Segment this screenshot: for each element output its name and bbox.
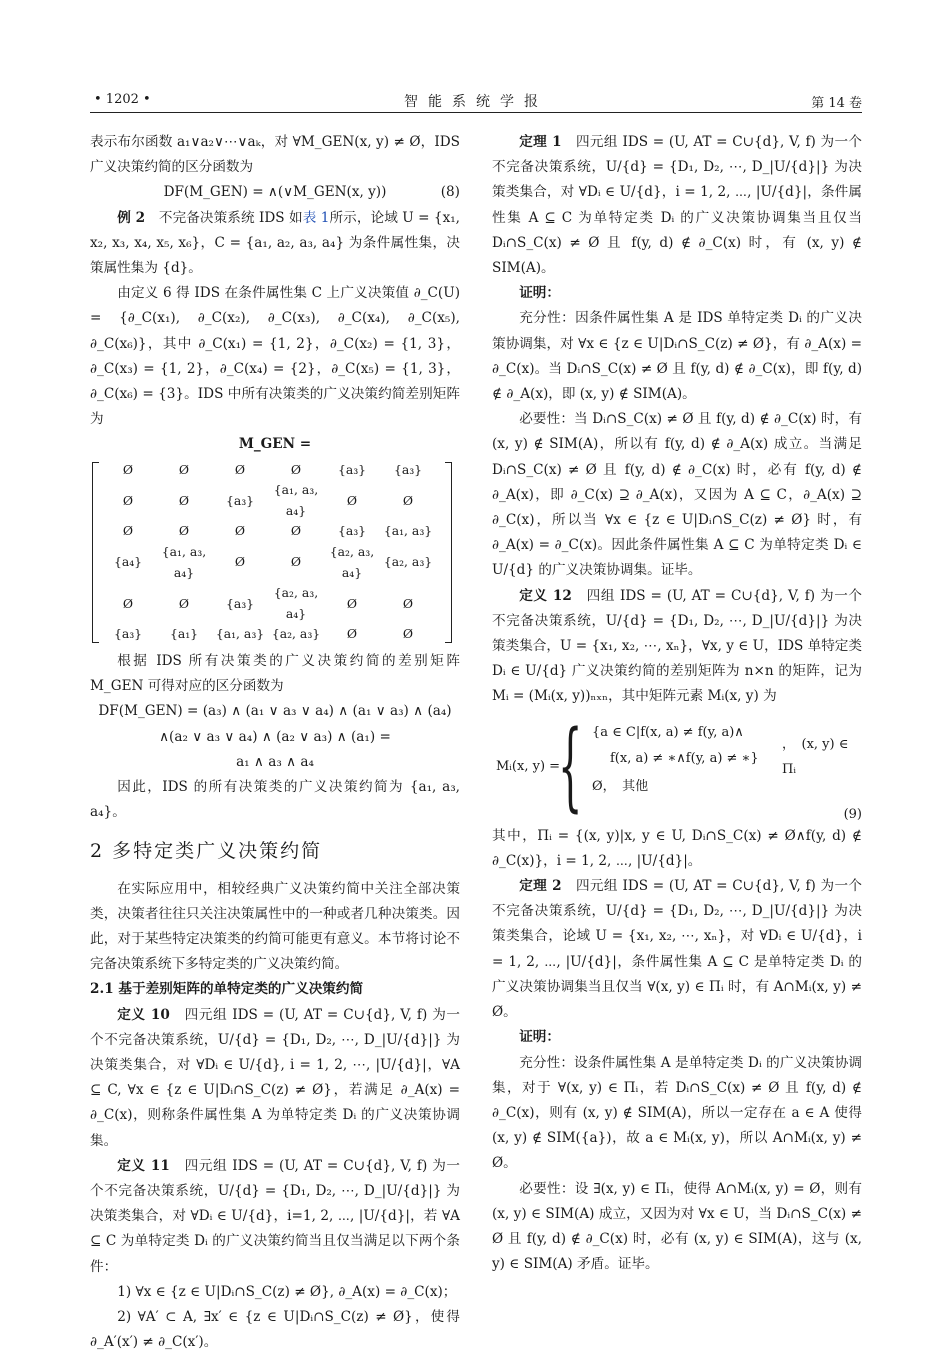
theorem-1 [492, 130, 862, 281]
page-header [90, 88, 862, 113]
definition-text: 四元组 IDS = (U, AT = C∪{d}, V, f) 为一个不完备决策系统，U/{d} = {D₁, D₂, ⋯, D_|U/{d}|} 为决策类集合，对 ∀Dᵢ ∈ U/{d}，i=1, 2, ⋯, |U/{d}|，若 ∀A ⊆ C 为单特定类 Dᵢ 的广义决策约简当且仅当满足以下两个条件： [90, 1157, 460, 1275]
subsection-heading: 2.1 基于差别矩阵的单特定类的广义决策约简 [90, 981, 364, 998]
condition-1: 1) ∀x ∈ {z ∈ U|Dᵢ∩S_C(z) ≠ Ø}, ∂_A(x) = ∂_C(x)； [117, 1283, 457, 1300]
definition-label: 定义 12 [519, 587, 572, 604]
matrix-label: M_GEN = [238, 436, 312, 453]
definition-label: 定义 10 [117, 1006, 170, 1023]
definition-12 [492, 584, 862, 710]
matrix-title [90, 432, 460, 457]
definition-11 [90, 1154, 460, 1280]
matrix-cell: Ø [290, 461, 302, 477]
matrix-cell: {a₃} [113, 626, 143, 642]
matrix-cell: {a₂, a₃} [383, 554, 433, 570]
example-text-cont: 所示，论域 U = {x₁, x₂, x₃, x₄, x₅, x₆}，C = {a₁, a₂, a₃, a₄} 为条件属性集，决策属性集为 {d}。 [90, 209, 461, 277]
matrix-cell: Ø [402, 626, 414, 642]
matrix-cell: {a₃} [337, 523, 367, 539]
theorem-2 [492, 874, 862, 1025]
equation-line: DF(M_GEN) = (a₃) ∧ (a₁ ∨ a₃ ∨ a₄) ∧ (a₁ ∨ a₃) ∧ (a₄) [98, 703, 452, 720]
matrix-row [100, 583, 436, 624]
proof-label [492, 281, 862, 306]
matrix-row [100, 624, 436, 645]
theorem-text: 四元组 IDS = (U, AT = C∪{d}, V, f) 为一个不完备决策系统，U/{d} = {D₁, D₂, ⋯, D_|U/{d}|} 为决策类集合，论域 U = {x₁, x₂, ⋯, xₙ}，对 ∀Dᵢ ∈ U/{d}，i = 1, 2, ⋯, |U/{d}|，条件属性集 A ⊆ C 是单特定类 Dᵢ 的广义决策协调集当且仅当 ∀(x, y) ∈ Πᵢ 时，有 A∩Mᵢ(x, y) ≠ Ø。 [492, 878, 862, 1021]
matrix-cell: Ø [178, 492, 190, 508]
matrix-cell: Ø [234, 554, 246, 570]
paragraph: 其中，Πᵢ = {(x, y)|x, y ∈ U, Dᵢ∩S_C(x) ≠ Ø∧f(y, d) ∉ ∂_C(x)}，i = 1, 2, ⋯, |U/{d}|。 [492, 827, 862, 869]
matrix-cell: Ø [346, 595, 358, 611]
matrix-row [100, 542, 436, 583]
paragraph: 必要性：设 ∃(x, y) ∈ Πᵢ，使得 A∩Mᵢ(x, y) = Ø，则有 (x, y) ∈ SIM(A) 成立，又因为对 ∀x ∈ U，当 Dᵢ∩S_C(x) ≠ Ø 且 f(y, d) ∉ ∂_C(x) 时，必有 (x, y) ∈ SIM(A)，这与 (x, y) ∈ SIM(A) 矛盾。证毕。 [492, 1180, 862, 1273]
case-line: {a ∈ C|f(x, a) ≠ f(y, a)∧ [592, 724, 744, 740]
matrix-cell: Ø [178, 523, 190, 539]
paragraph: 充分性：因条件属性集 A 是 IDS 单特定类 Dᵢ 的广义决策协调集，对 ∀x ∈ {z ∈ U|Dᵢ∩S_C(z) ≠ Ø}，有 ∂_A(x) = ∂_C(x)。当 Dᵢ∩S_C(x) ≠ Ø 且 f(y, d) ∉ ∂_C(x)，即 f(y, d) ∉ ∂_A(x)，即 (x, y) ∉ SIM(A)。 [492, 310, 862, 403]
matrix-cell: Ø [290, 554, 302, 570]
example-2 [90, 206, 460, 282]
equation-number: (8) [440, 184, 460, 201]
matrix-cell: {a₃} [225, 595, 255, 611]
definition-label: 定义 11 [117, 1157, 170, 1174]
table-link[interactable]: 表 1 [302, 209, 330, 226]
matrix-cell: Ø [122, 492, 134, 508]
definition-10 [90, 1003, 460, 1154]
page-number: • 1202 • [94, 92, 151, 107]
journal-title: 智能系统学报 [404, 94, 548, 110]
example-text: 不完备决策系统 IDS 如 [158, 209, 303, 226]
matrix-cell: Ø [346, 492, 358, 508]
volume-label: 第 14 卷 [811, 96, 862, 111]
matrix-cell: {a₁, a₃, a₄} [273, 482, 319, 518]
matrix-cell: {a₂, a₃, a₄} [329, 544, 375, 580]
matrix-cell: Ø [346, 626, 358, 642]
matrix-cell: {a₂, a₃} [271, 626, 321, 642]
paragraph: 根据 IDS 所有决策类的广义决策约简的差别矩阵 M_GEN 可得对应的区分函数为 [90, 652, 460, 695]
paragraph: 因此，IDS 的所有决策类的广义决策约简为 {a₁, a₃, a₄}。 [90, 779, 460, 821]
case-line: Ø， 其他 [592, 778, 649, 794]
matrix-cell: Ø [122, 595, 134, 611]
theorem-text: 四元组 IDS = (U, AT = C∪{d}, V, f) 为一个不完备决策系统，U/{d} = {D₁, D₂, ⋯, D_|U/{d}|} 为决策类集合，对 ∀Dᵢ ∈ U/{d}，i = 1, 2, ⋯, |U/{d}|，条件属性集 A ⊆ C 为单特定类 Dᵢ 的广义决策协调集当且仅当 Dᵢ∩S_C(x) ≠ Ø 且 f(y, d) ∉ ∂_C(x) 时，有 (x, y) ∉ SIM(A)。 [492, 134, 862, 277]
example-label: 例 2 [117, 209, 146, 226]
left-column [90, 130, 460, 1355]
matrix-cell: Ø [402, 492, 414, 508]
proof-heading: 证明： [519, 1029, 560, 1046]
proof-heading: 证明： [519, 285, 560, 302]
matrix-cell: Ø [122, 461, 134, 477]
matrix-cell: {a₃} [337, 461, 367, 477]
paragraph: 充分性：设条件属性集 A 是单特定类 Dᵢ 的广义决策协调集，对于 ∀(x, y) ∈ Πᵢ，若 Dᵢ∩S_C(x) ≠ Ø 且 f(y, d) ∉ ∂_C(x)，则有 (x, y) ∉ SIM(A)，所以一定存在 a ∈ A 使得 (x, y) ∉ SIM({a})，故 a ∈ Mᵢ(x, y)，所以 A∩Mᵢ(x, y) ≠ Ø。 [492, 1054, 862, 1172]
theorem-label: 定理 2 [519, 878, 562, 895]
matrix-cell: Ø [402, 595, 414, 611]
matrix-row [100, 480, 436, 521]
right-bracket [445, 462, 452, 643]
brace: { [558, 709, 583, 822]
matrix-row [100, 460, 436, 481]
matrix-cell: {a₁, a₃} [215, 626, 265, 642]
definition-text: 四元组 IDS = (U, AT = C∪{d}, V, f) 为一个不完备决策系统，U/{d} = {D₁, D₂, ⋯, D_|U/{d}|} 为决策类集合，对 ∀Dᵢ ∈ U/{d}, i = 1, 2, ⋯, |U/{d}|，∀A ⊆ C, ∀x ∈ {z ∈ U|Dᵢ∩S_C(z) ≠ Ø}，若满足 ∂_A(x) = ∂_C(x)，则称条件属性集 A 为单特定类 Dᵢ 的广义决策协调集。 [90, 1006, 460, 1149]
theorem-label: 定理 1 [519, 134, 562, 150]
matrix-cell: Ø [234, 523, 246, 539]
matrix-cell: Ø [178, 461, 190, 477]
matrix-cell: {a₃} [393, 461, 423, 477]
paragraph: 在实际应用中，相较经典广义决策约简中关注全部决策类，决策者往往只关注决策属性中的一种或者几种决策类。因此，对于某些特定决策类的约简可能更有意义。本节将讨论不完备决策系统下多特定类的广义决策约简。 [90, 880, 460, 973]
definition-text: 四组 IDS = (U, AT = C∪{d}, V, f) 为一个不完备决策系统，U/{d} = {D₁, D₂, ⋯, D_|U/{d}|} 为决策类集合，U = {x₁, x₂, ⋯, xₙ}，∀x, y ∈ U，IDS 单特定类 Dᵢ ∈ U/{d} 广义决策约简的差别矩阵为 n×n 的矩阵，记为 Mᵢ = (Mᵢ(x, y))ₙₓₙ，其中矩阵元素 Mᵢ(x, y) 为 [492, 587, 862, 705]
condition-2: 2) ∀A′ ⊂ A, ∃x′ ∈ {z ∈ U|Dᵢ∩S_C(z) ≠ Ø}，使得 ∂_A′(x′) ≠ ∂_C(x′)。 [90, 1309, 460, 1351]
matrix-cell: Ø [234, 461, 246, 477]
equation-text: DF(M_GEN) = ∧(∨M_GEN(x, y)) [163, 184, 387, 201]
paragraph: 表示布尔函数 a₁∨a₂∨⋯∨aₖ，对 ∀M_GEN(x, y) ≠ Ø，IDS 广义决策约简的区分函数为 [90, 134, 460, 176]
left-bracket [92, 462, 99, 643]
matrix-cell: Ø [178, 595, 190, 611]
matrix-cell: {a₁} [169, 626, 199, 642]
matrix-row [100, 521, 436, 542]
matrix-cell: Ø [122, 523, 134, 539]
proof-label [492, 1025, 862, 1050]
paragraph: 由定义 6 得 IDS 在条件属性集 C 上广义决策值 ∂_C(U) = {∂_C(x₁), ∂_C(x₂), ∂_C(x₃), ∂_C(x₄), ∂_C(x₅), ∂_C(x₆)}，其中 ∂_C(x₁) = {1, 2}，∂_C(x₂) = {1, 3}，∂_C(x₃) = {1, 2}，∂_C(x₄) = {2}，∂_C(x₅) = {1, 3}，∂_C(x₆) = {3}。IDS 中所有决策类的广义决策约简差别矩阵为 [90, 285, 460, 428]
case-condition: ， (x, y) ∈ Πᵢ [782, 736, 849, 777]
section-heading: 2 多特定类广义决策约简 [90, 840, 323, 863]
matrix-cell: {a₁, a₃} [383, 523, 433, 539]
right-column [492, 130, 862, 1277]
equation-line: ∧(a₂ ∨ a₃ ∨ a₄) ∧ (a₂ ∨ a₃) ∧ (a₁) = [159, 728, 391, 745]
equation-8 [90, 180, 460, 205]
equation-number: (9) [843, 806, 862, 822]
paragraph: 必要性：当 Dᵢ∩S_C(x) ≠ Ø 且 f(y, d) ∉ ∂_C(x) 时，有 (x, y) ∉ SIM(A)，所以有 f(y, d) ∉ ∂_A(x) 成立。当满足 Dᵢ∩S_C(x) ≠ Ø 且 f(y, d) ∉ ∂_C(x) 时，必有 f(y, d) ∉ ∂_A(x)，即 ∂_C(x) ⊇ ∂_A(x)，又因为 A ⊆ C，∂_A(x) ⊇ ∂_C(x)，所以当 ∀x ∈ {z ∈ U|Dᵢ∩S_C(z) ≠ Ø} 时，有 ∂_A(x) = ∂_C(x)。因此条件属性集 A ⊆ C 为单特定类 Dᵢ ∈ U/{d} 的广义决策协调集。证毕。 [492, 411, 862, 579]
equation-9 [492, 709, 862, 824]
matrix-cell: {a₂, a₃, a₄} [273, 585, 319, 621]
matrix-cell: {a₃} [225, 492, 255, 508]
matrix-cell: {a₄} [113, 554, 143, 570]
matrix-cell: Ø [290, 523, 302, 539]
equation-line: a₁ ∧ a₃ ∧ a₄ [236, 753, 314, 770]
case-line: f(x, a) ≠ ∗∧f(y, a) ≠ ∗} [610, 750, 759, 766]
equation-lhs: Mᵢ(x, y) = [496, 758, 561, 774]
matrix-cell: {a₁, a₃, a₄} [161, 544, 207, 580]
discernibility-matrix [90, 460, 460, 645]
